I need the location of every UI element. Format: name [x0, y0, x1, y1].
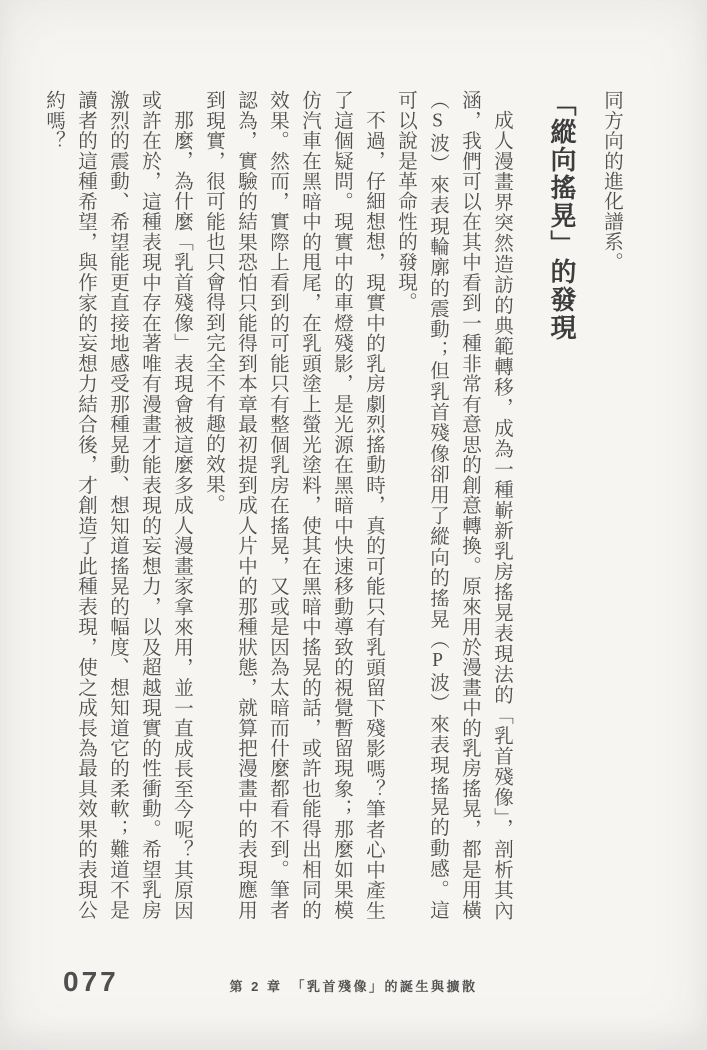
page-content	[37, 90, 627, 920]
page-number: 077	[63, 966, 119, 997]
chapter-title: 第 2 章 「乳首殘像」的誕生與擴散	[229, 979, 478, 994]
paragraph-continuation: 同方向的進化譜系。	[601, 90, 622, 272]
body-paragraph-1: 成人漫畫界突然造訪的典範轉移，成為一種嶄新乳房搖晃表現法的「乳首殘像」，剖析其內涵，我們可以在其中看到一種非常有意思的創意轉換。原來用於漫畫中的乳房搖晃，都是用橫（S波）來表現輪廓的震動；但乳首殘像卻用了縱向的搖晃（P波）來表現搖晃的動感。這可以說是革命性的發現。	[395, 90, 512, 920]
body-paragraph-3: 那麼，為什麼「乳首殘像」表現會被這麼多成人漫畫家拿來用，並一直成長至今呢？其原因或許在於，這種表現中存在著唯有漫畫才能表現的妄想力，以及超越現實的性衝動。希望乳房激烈的震動、希望能更直接地感受那種晃動、想知道搖晃的幅度、想知道它的柔軟；難道不是讀者的這種希望，與作家的妄想力結合後，才創造了此種表現，使之成長為最具效果的表現公約嗎？	[43, 90, 192, 920]
section-heading: 「縱向搖晃」的發現	[547, 90, 577, 342]
page-footer	[0, 960, 707, 1050]
body-paragraph-2: 不過，仔細想想，現實中的乳房劇烈搖動時，真的可能只有乳頭留下殘影嗎？筆者心中產生了這個疑問。現實中的車燈殘影，是光源在黑暗中快速移動導致的視覺暫留現象；那麼如果模仿汽車在黑暗中的甩尾，在乳頭塗上螢光塗料，使其在黑暗中搖晃的話，或許也能得出相同的效果。然而，實際上看到的可能只有整個乳房在搖晃，又或是因為太暗而什麼都看不到。筆者認為，實驗的結果恐怕只能得到本章最初提到成人片中的那種狀態，就算把漫畫中的表現應用到現實，很可能也只會得到完全不有趣的效果。	[203, 90, 384, 920]
